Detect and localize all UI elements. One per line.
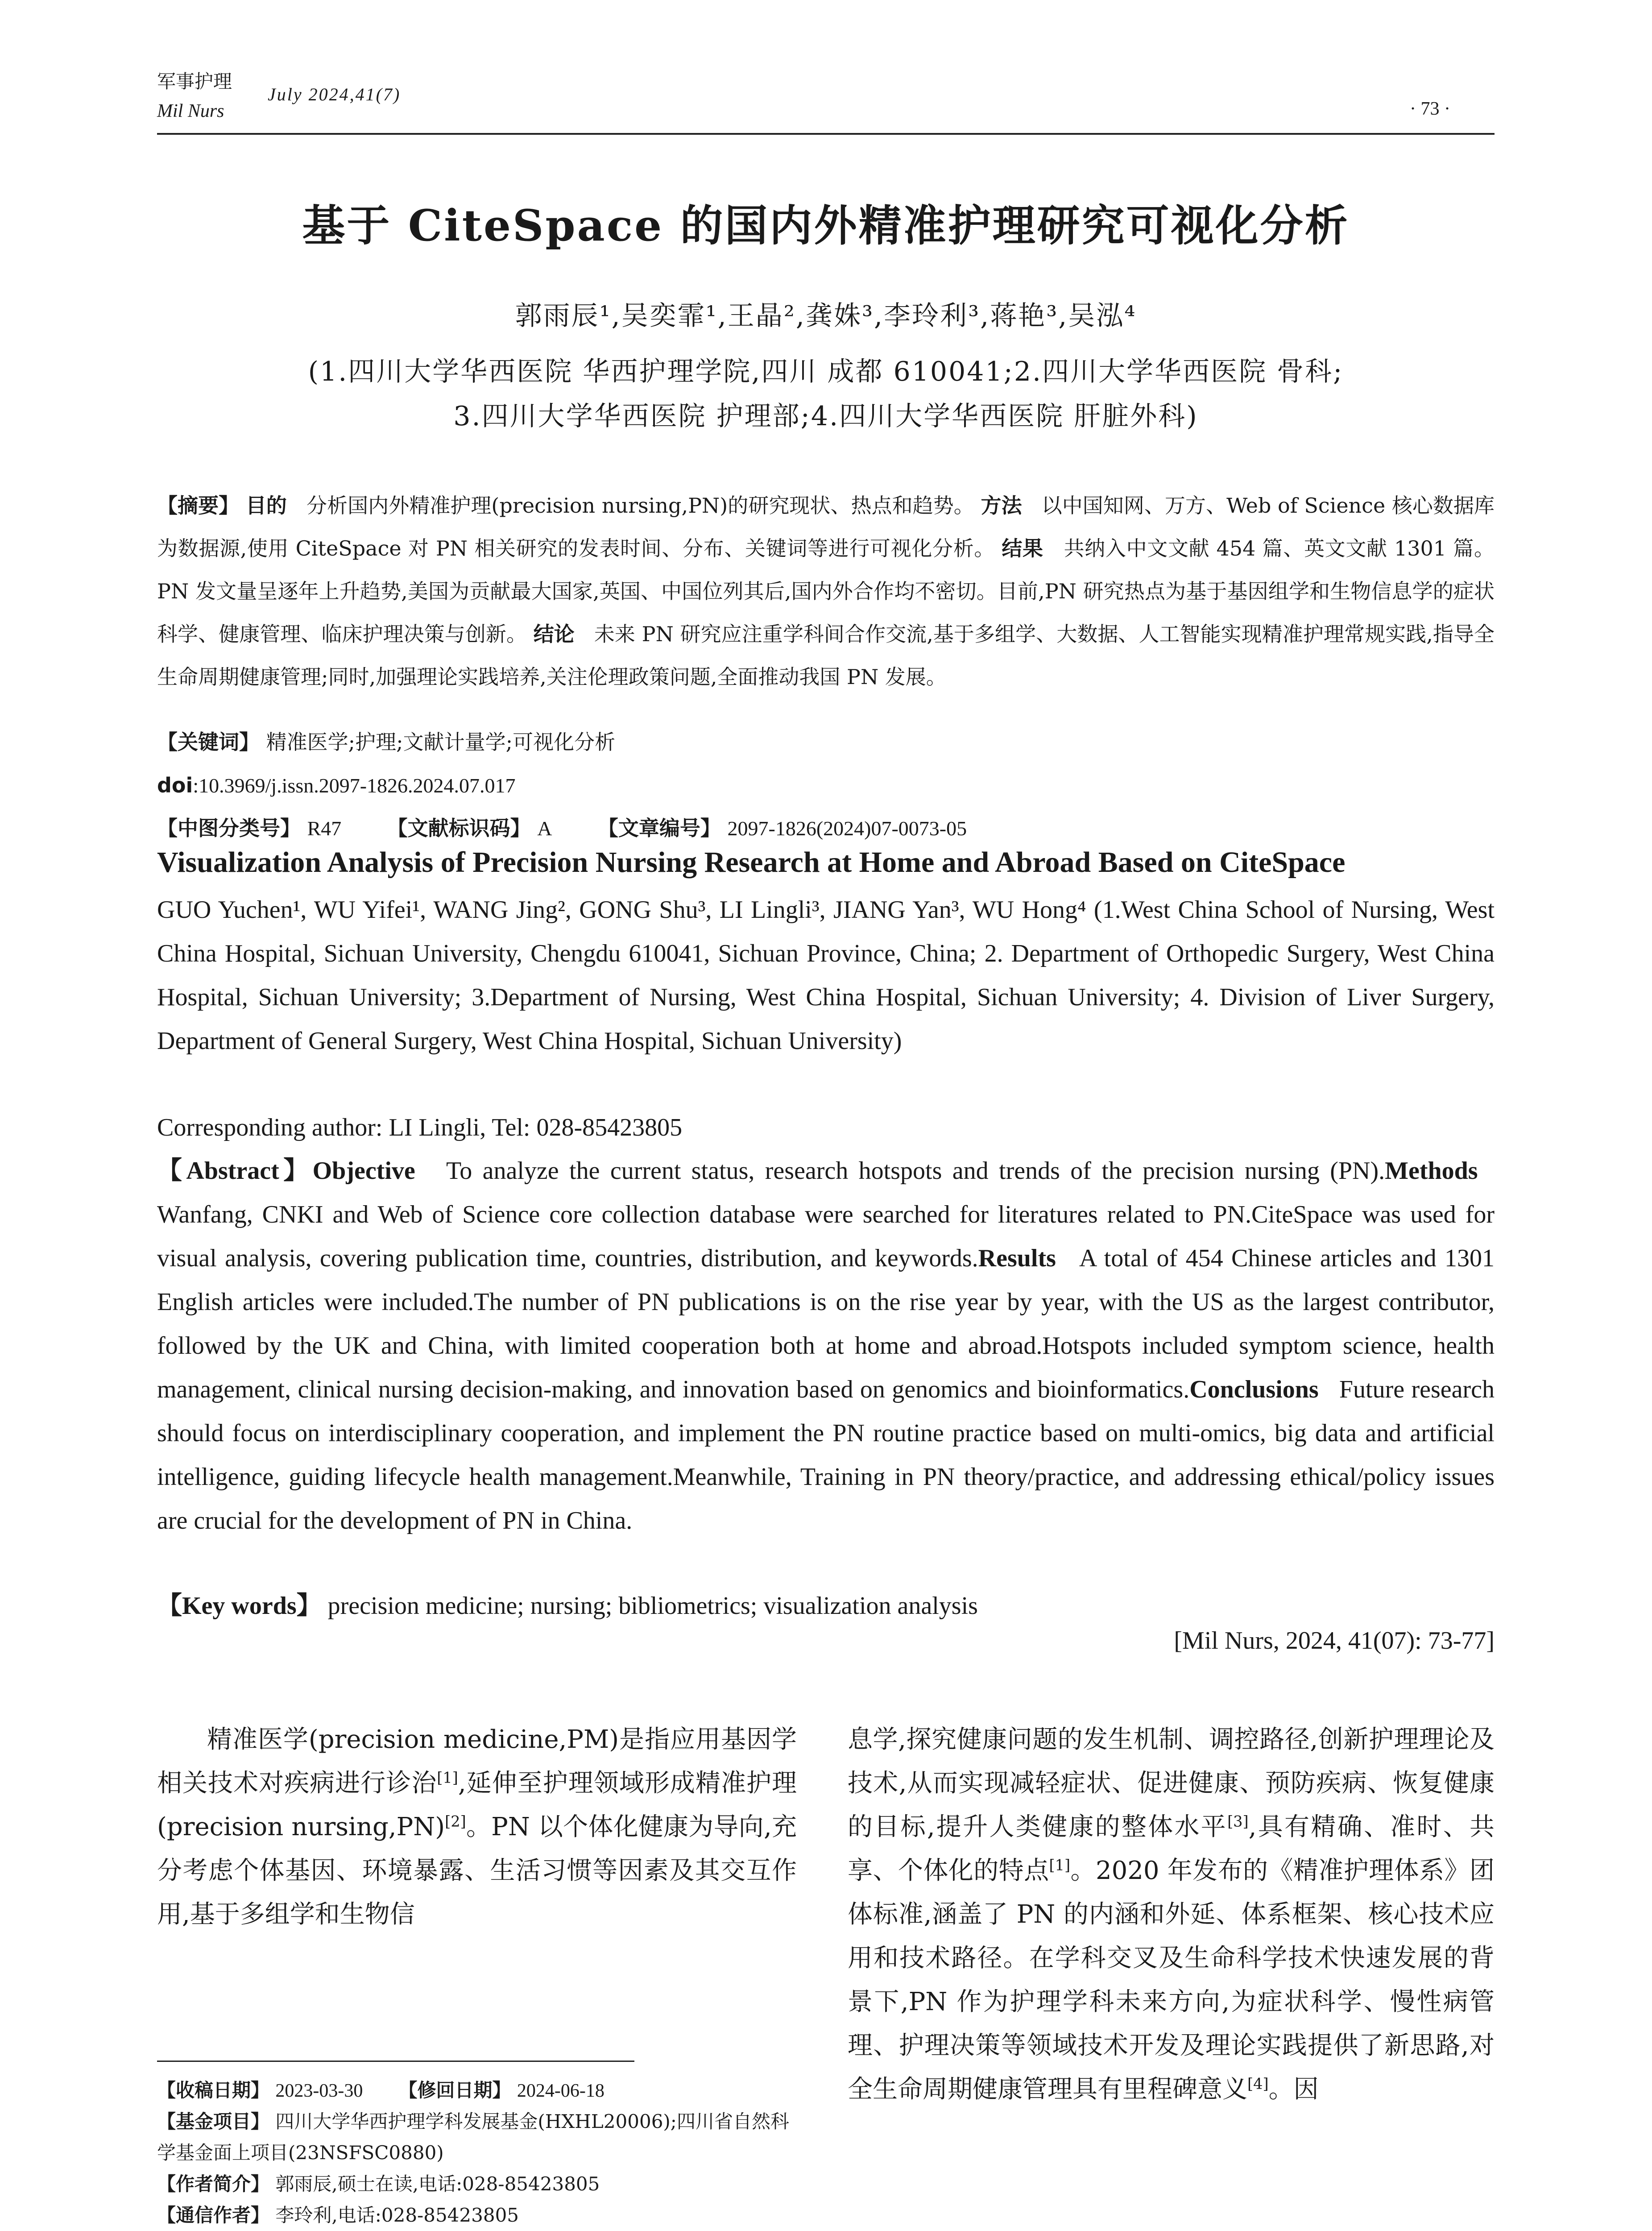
conclusions-en-text: Future research should focus on interdisciplinary cooperation, and implement the PN routine practice based on multi-omics, big data and artificial intelligence, guiding lifecycle health management.Meanwhile, Training in PN theory/practice, and addressing ethical/policy issues are crucial for the development of PN in China. bbox=[157, 1376, 1495, 1534]
citation-ref[interactable]: [1] bbox=[1049, 1856, 1071, 1874]
keywords-en bbox=[157, 1584, 1495, 1628]
objective-text: 分析国内外精准护理(precision nursing,PN)的研究现状、热点和趋势。 bbox=[306, 493, 974, 518]
received-date: 2023-03-30 bbox=[275, 2081, 363, 2101]
results-en-text: A total of 454 Chinese articles and 1301 English articles were included.The number of PN publications is on the rise year by year, with the US as the largest contributor, followed by the UK and China, with limited cooperation both at home and abroad.Hotspots included symptom science, health management, clinical nursing decision-making, and innovation based on genomics and bioinformatics. bbox=[157, 1244, 1495, 1403]
keywords-value: 精准医学;护理;文献计量学;可视化分析 bbox=[266, 730, 616, 754]
body-text: 息学,探究健康问题的发生机制、调控路径,创新护理理论及技术,从而实现减轻症状、促进健康、预防疾病、恢复健康的目标,提升人类健康的整体水平 bbox=[848, 1725, 1495, 1841]
corresponding-author-en: Corresponding author: LI Lingli, Tel: 028-85423805 bbox=[157, 1114, 683, 1141]
journal-name-cn: 军事护理 bbox=[157, 70, 232, 92]
doc-code-value: A bbox=[537, 817, 552, 840]
abstract-en-label: 【Abstract】 bbox=[157, 1157, 313, 1185]
authors-affiliations-en: GUO Yuchen¹, WU Yifei¹, WANG Jing², GONG Shu³, LI Lingli³, JIANG Yan³, WU Hong⁴ (1.West China School of Nursing, West China Hospital, Sichuan University, Chengdu 610041, Sichuan Province, China; 2. Department of Orthopedic Surgery, West China Hospital, Sichuan University; 3.Department of Nursing, West China Hospital, Sichuan University; 4. Division of Liver Surgery, Department of General Surgery, West China Hospital, Sichuan University) bbox=[157, 896, 1495, 1055]
corresponding-label: 【通信作者】 bbox=[157, 2204, 270, 2226]
methods-label: 方法 bbox=[981, 493, 1022, 518]
footnote-author bbox=[157, 2169, 797, 2200]
methods-en-text: Wanfang, CNKI and Web of Science core collection database were searched for literatures related to PN.CiteSpace was used for visual analysis, covering publication time, countries, distribution, and keywords. bbox=[157, 1201, 1495, 1272]
results-text: 共纳入中文文献 454 篇、英文文献 1301 篇。PN 发文量呈逐年上升趋势,美国为贡献最大国家,英国、中国位列其后,国内外合作均不密切。目前,PN 研究热点为基于基因组学和生物信息学的症状科学、健康管理、临床护理决策与创新。 bbox=[157, 536, 1495, 646]
body-text: 精准医学(precision medicine,PM)是指应用基因学相关技术对疾病进行诊治 bbox=[157, 1725, 797, 1798]
clc-value: R47 bbox=[307, 817, 342, 840]
journal-name-en: Mil Nurs bbox=[157, 101, 224, 121]
fund-label: 【基金项目】 bbox=[157, 2111, 270, 2132]
body-text: ,具有精确、准时、共享、个体化的特点 bbox=[848, 1812, 1495, 1885]
author-bio-label: 【作者简介】 bbox=[157, 2173, 270, 2195]
classification bbox=[157, 807, 1495, 850]
received-label: 【收稿日期】 bbox=[157, 2079, 270, 2101]
article-title: 基于 CiteSpace 的国内外精准护理研究可视化分析 bbox=[302, 200, 1350, 251]
objective-en-label: Objective bbox=[312, 1157, 415, 1185]
citation: [Mil Nurs, 2024, 41(07): 73-77] bbox=[1174, 1627, 1495, 1655]
keywords-cn bbox=[157, 721, 1495, 763]
author-bio-text: 郭雨辰,硕士在读,电话:028-85423805 bbox=[275, 2173, 600, 2195]
abstract-cn bbox=[157, 484, 1495, 698]
body-text: 。2020 年发布的《精准护理体系》团体标准,涵盖了 PN 的内涵和外延、体系框架、核心技术应用和技术路径。在学科交叉及生命科学技术快速发展的背景下,PN 作为护理学科未来方向,为症状科学、慢性病管理、护理决策等领域技术开发及理论实践提供了新思路,对全生命周期健康管理具有里程碑意义 bbox=[848, 1856, 1495, 2104]
objective-en-text: To analyze the current status, research hotspots and trends of the precision nursing (PN). bbox=[446, 1157, 1385, 1185]
results-en-label: Results bbox=[978, 1244, 1056, 1272]
abstract-label: 【摘要】 bbox=[157, 493, 240, 518]
corresponding-text: 李玲利,电话:028-85423805 bbox=[275, 2204, 519, 2226]
citation-ref[interactable]: [3] bbox=[1227, 1812, 1249, 1830]
body-column-left bbox=[157, 1718, 797, 1937]
doi-label: doi bbox=[157, 773, 193, 797]
body-text: 。因 bbox=[1268, 2075, 1319, 2104]
methods-en-label: Methods bbox=[1385, 1157, 1478, 1185]
keywords-en-label: 【Key words】 bbox=[157, 1592, 322, 1620]
article-title-en: Visualization Analysis of Precision Nursing Research at Home and Abroad Based on CiteSpace bbox=[157, 846, 1346, 879]
footnote-dates bbox=[157, 2075, 797, 2107]
header-divider bbox=[157, 133, 1495, 135]
affiliation-line-2: 3.四川大学华西医院 护理部;4.四川大学华西医院 肝脏外科) bbox=[453, 401, 1198, 432]
conclusion-text: 未来 PN 研究应注重学科间合作交流,基于多组学、大数据、人工智能实现精准护理常规实践,指导全生命周期健康管理;同时,加强理论实践培养,关注伦理政策问题,全面推动我国 PN 发展。 bbox=[157, 622, 1495, 689]
footnote-divider bbox=[157, 2061, 634, 2062]
methods-text: 以中国知网、万方、Web of Science 核心数据库为数据源,使用 CiteSpace 对 PN 相关研究的发表时间、分布、关键词等进行可视化分析。 bbox=[157, 493, 1495, 560]
author-list: 郭雨辰¹,吴奕霏¹,王晶²,龚姝³,李玲利³,蒋艳³,吴泓⁴ bbox=[515, 300, 1137, 332]
keywords-label: 【关键词】 bbox=[157, 730, 260, 754]
article-number-value: 2097-1826(2024)07-0073-05 bbox=[727, 817, 967, 840]
clc-label: 【中图分类号】 bbox=[157, 816, 301, 840]
doi-value: :10.3969/j.issn.2097-1826.2024.07.017 bbox=[193, 774, 516, 797]
page-number: · 73 · bbox=[1410, 99, 1450, 119]
citation-ref[interactable]: [1] bbox=[437, 1769, 458, 1787]
conclusions-en-label: Conclusions bbox=[1189, 1376, 1319, 1403]
doi bbox=[157, 764, 1495, 807]
fund-text: 四川大学华西护理学科发展基金(HXHL20006);四川省自然科学基金面上项目(23NSFSC0880) bbox=[157, 2111, 789, 2164]
revised-date: 2024-06-18 bbox=[517, 2081, 604, 2101]
footnote-funding bbox=[157, 2106, 797, 2169]
keywords-en-value: precision medicine; nursing; bibliometrics; visualization analysis bbox=[327, 1592, 978, 1620]
body-text: ,延伸至护理领域形成精准护理(precision nursing,PN) bbox=[157, 1769, 797, 1841]
affiliation-line-1: (1.四川大学华西医院 华西护理学院,四川 成都 610041;2.四川大学华西医院 骨科; bbox=[308, 356, 1344, 387]
journal-issue: July 2024,41(7) bbox=[268, 84, 401, 104]
objective-label: 目的 bbox=[245, 493, 287, 518]
article-number-label: 【文章编号】 bbox=[597, 816, 721, 840]
citation-ref[interactable]: [4] bbox=[1247, 2075, 1269, 2093]
conclusion-label: 结论 bbox=[533, 622, 575, 646]
body-column-right bbox=[848, 1718, 1495, 2111]
abstract-en bbox=[157, 1149, 1495, 1543]
results-label: 结果 bbox=[1002, 536, 1043, 560]
body-text: 。PN 以个体化健康为导向,充分考虑个体基因、环境暴露、生活习惯等因素及其交互作用,基于多组学和生物信 bbox=[157, 1812, 797, 1929]
citation-ref[interactable]: [2] bbox=[445, 1812, 466, 1830]
footnote-corresponding bbox=[157, 2200, 797, 2231]
revised-label: 【修回日期】 bbox=[398, 2079, 511, 2101]
doc-code-label: 【文献标识码】 bbox=[387, 816, 531, 840]
